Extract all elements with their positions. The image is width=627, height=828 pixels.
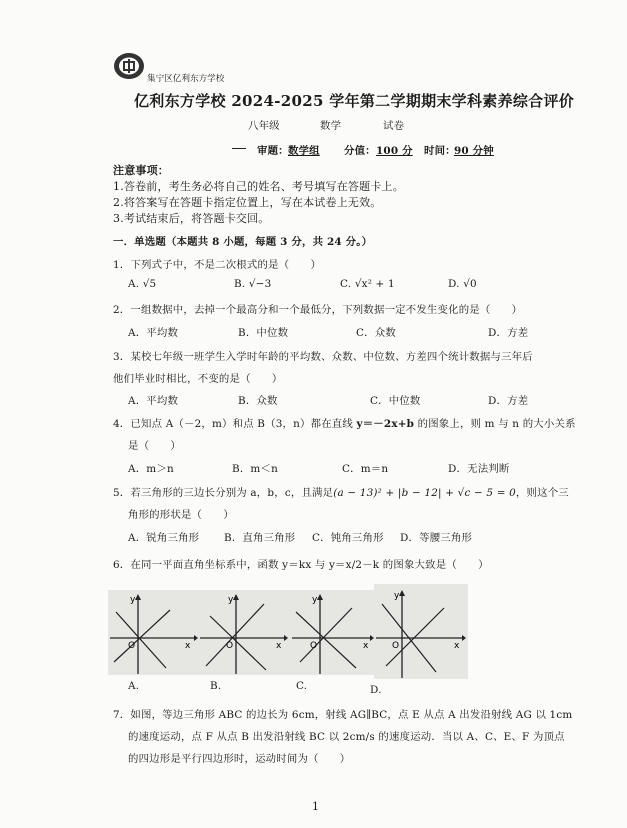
time-value: 90 分钟 [454,145,494,157]
q2-option-d: D．方差 [488,327,529,339]
origin-label: O [310,641,318,651]
time-label: 时间： [424,145,456,157]
graph-label-a: A. [128,680,140,692]
q4-option-b: B．m＜n [232,463,278,475]
y-axis-label: y [312,595,318,605]
q5-option-d: D．等腰三角形 [400,532,473,544]
graph-d [374,584,468,679]
question-4-stem-cont: 是（ ） [128,440,181,452]
q5-option-c: C．钝角三角形 [312,532,384,544]
x-axis-label: x [276,641,282,651]
note-item: 1.答卷前，考生务必将自己的姓名、考号填写在答题卡上。 [113,180,404,193]
graph-label-d: D. [370,684,382,696]
question-6-stem: 6．在同一平面直角坐标系中，函数 y＝kx 与 y＝x/2－k 的图象大致是（ ） [113,559,489,571]
q4-option-d: D．无法判断 [448,463,510,475]
q4-option-a: A．m＞n [128,463,174,475]
score-label: 分值： [344,145,376,157]
q3-option-c: C．中位数 [370,395,421,407]
origin-label: O [392,641,400,651]
question-1-stem: 1．下列式子中，不是二次根式的是（ ） [113,259,322,271]
q2-option-c: C．众数 [356,327,396,339]
school-logo [113,52,145,80]
q3-option-a: A．平均数 [128,395,179,407]
question-7-stem-cont: 的速度运动，点 F 从点 B 出发沿射线 BC 以 2cm/s 的速度运动．当以 A、C、E、F 为顶点 [128,731,565,743]
school-name: 集宁区亿利东方学校 [147,74,225,84]
y-axis-label: y [394,591,400,601]
page-number: 1 [312,800,320,813]
notes-heading: 注意事项： [113,164,169,177]
note-item: 2.将答案写在答题卡指定位置上，写在本试卷上无效。 [113,196,382,209]
q2-option-b: B．中位数 [238,327,289,339]
score-value: 100 分 [376,145,413,157]
exam-title: 亿利东方学校 2024-2025 学年第二学期期末学科素养综合评价 [134,92,575,110]
question-7-stem: 7．如图，等边三角形 ABC 的边长为 6cm，射线 AG∥BC，点 E 从点 A 出发沿射线 AG 以 1cm [113,709,573,721]
paper-label: 试卷 [383,120,405,132]
note-item: 3.考试结束后，将答题卡交回。 [113,212,270,225]
q5-option-b: B．直角三角形 [224,532,296,544]
graph-a [108,590,198,675]
q3-option-d: D．方差 [488,395,529,407]
graph-b [198,590,290,675]
q3-option-b: B．众数 [238,395,278,407]
x-axis-label: x [454,641,460,651]
section-heading: 一．单选题（本题共 8 小题，每题 3 分，共 24 分。） [113,236,373,248]
question-3-stem-cont: 他们毕业时相比，不变的是（ ） [113,373,283,385]
origin-label: O [226,641,234,651]
graph-c [290,590,374,675]
x-axis-label: x [363,641,369,651]
graph-label-c: C. [296,680,308,692]
y-axis-label: y [228,595,234,605]
question-5-stem: 5．若三角形的三边长分别为 a，b，c，且满足(a − 13)² + |b − 12| + √c − 5 = 0，则这个三 [113,487,569,499]
question-3-stem: 3．某校七年级一班学生入学时年龄的平均数、众数、中位数、方差四个统计数据与三年后 [113,351,533,363]
question-7-stem-cont2: 的四边形是平行四边形时，运动时间为（ ） [128,753,351,765]
question-4-stem: 4．已知点 A（－2，m）和点 B（3，n）都在直线 y＝－2x+b 的图象上，则 m 与 n 的大小关系 [113,418,576,430]
question-5-stem-cont: 角形的形状是（ ） [128,509,234,521]
question-2-stem: 2．一组数据中，去掉一个最高分和一个最低分，下列数据一定不发生变化的是（ ） [113,304,523,316]
grade: 八年级 [248,120,280,132]
y-axis-label: y [130,595,136,605]
origin-label: O [128,641,136,651]
q2-option-a: A．平均数 [128,327,179,339]
subject: 数学 [320,120,342,132]
q1-option-a: A. √5 [128,278,157,290]
q5-option-a: A．锐角三角形 [128,532,200,544]
q1-option-c: C. √x² + 1 [340,278,395,290]
q1-option-d: D. √0 [448,278,477,290]
reviewer: 数学组 [288,145,320,157]
q1-option-b: B. √−3 [234,278,272,290]
x-axis-label: x [185,641,191,651]
reviewer-label: 审题： [257,145,289,157]
graph-label-b: B. [210,680,222,692]
q4-option-c: C．m＝n [342,463,389,475]
divider [232,148,246,149]
